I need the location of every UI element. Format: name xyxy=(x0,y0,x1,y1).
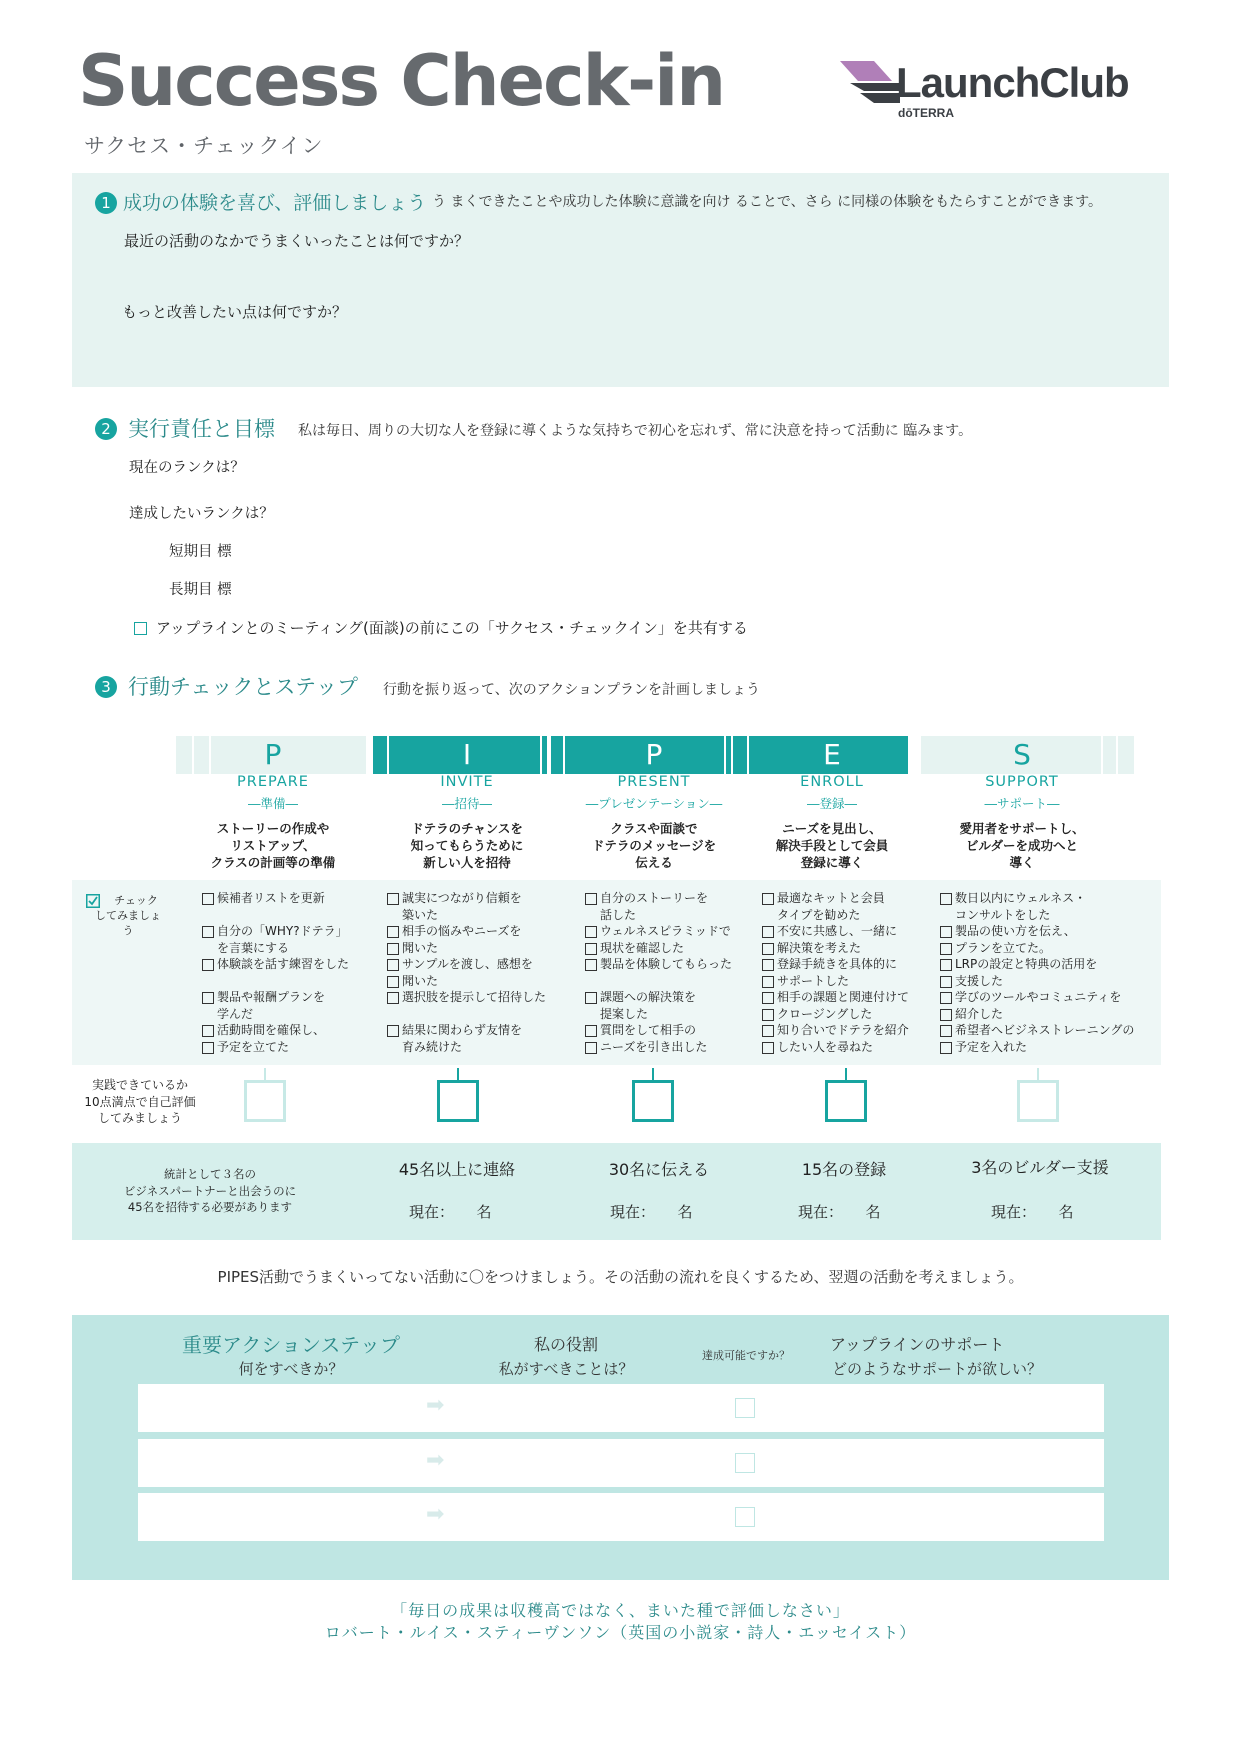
logo-brand-text: dōTERRA xyxy=(898,106,954,120)
pipes-desc-prepare xyxy=(183,820,363,871)
checklist-item[interactable]: 希望者へビジネストレーニングの xyxy=(940,1022,1140,1039)
pipes-letter-prepare: P xyxy=(264,738,282,771)
launchclub-logo xyxy=(840,55,1170,125)
check-label-line: してみましょう xyxy=(95,909,161,937)
stats-label-line: 45名を招待する必要があります xyxy=(127,1200,293,1214)
desc-line: ドテラのチャンスを xyxy=(411,821,523,836)
pipes-note: PIPES活動でうまくいってない活動に〇をつけましょう。その活動の流れを良くするため、翌週の活動を考えましょう。 xyxy=(217,1268,1024,1286)
share-checkbox[interactable] xyxy=(134,620,147,639)
quote xyxy=(0,1600,1241,1644)
section3-description: 行動を振り返って、次のアクションプランを計画しましょう xyxy=(383,682,761,698)
score-label-line: 10点満点で自己評価 xyxy=(84,1094,196,1109)
checklist-item-cont: コンサルトをした xyxy=(955,907,1051,922)
achievable-checkbox[interactable] xyxy=(735,1453,755,1473)
action-col2-title: 私の役割 xyxy=(533,1335,598,1354)
desc-line: 伝える xyxy=(635,855,673,870)
action-row[interactable] xyxy=(138,1439,1104,1487)
checklist-prepare xyxy=(202,890,402,1055)
checklist-item[interactable]: 製品の使い方を伝え、 xyxy=(940,923,1140,940)
checklist-item[interactable]: 知り合いでドテラを紹介 xyxy=(762,1022,962,1039)
checklist-item[interactable]: 活動時間を確保し、 xyxy=(202,1022,402,1039)
checklist-item[interactable]: 予定を入れた xyxy=(940,1039,1140,1056)
stats-label-line: 統計として３名の xyxy=(164,1167,256,1181)
checklist-item-cont: タイプを勧めた xyxy=(777,907,861,922)
action-col3-title: 達成可能ですか？ xyxy=(702,1349,790,1362)
pipes-letter-enroll: E xyxy=(823,738,841,771)
desc-line: クラスや面談で xyxy=(610,821,698,836)
pipes-desc-invite xyxy=(377,820,557,871)
question-current-rank: 現在のランクは？ xyxy=(129,460,245,476)
pipes-en-prepare: PREPARE xyxy=(237,774,309,790)
checklist-item-cont: を言葉にする xyxy=(217,940,290,955)
checklist-item[interactable]: 解決策を考えた xyxy=(762,940,962,957)
checklist-support xyxy=(940,890,1140,1055)
checklist-item-cont: 学んだ xyxy=(217,1006,254,1021)
checklist-item[interactable]: 相手の悩みやニーズを xyxy=(387,923,587,940)
desc-line: リストアップ、 xyxy=(230,838,316,853)
pipes-jp-enroll: ―登録― xyxy=(806,796,857,811)
checklist-item[interactable]: プランを立てた。 xyxy=(940,940,1140,957)
current-count-support: 現在： 名 xyxy=(991,1203,1074,1221)
achievable-checkbox[interactable] xyxy=(735,1398,755,1418)
question-target-rank: 達成したいランクは？ xyxy=(129,506,274,522)
checklist-item[interactable]: LRPの設定と特典の活用を xyxy=(940,956,1140,973)
checklist-item[interactable]: ウェルネスピラミッドで xyxy=(585,923,785,940)
desc-line: 知ってもらうために xyxy=(410,838,524,853)
checklist-item-cont: 提案した xyxy=(600,1006,649,1021)
check-label-line: チェック xyxy=(114,894,158,907)
current-count-invite: 現在： 名 xyxy=(409,1203,492,1221)
desc-line: ドテラのメッセージを xyxy=(591,838,717,853)
checklist-item[interactable]: 学びのツールやコミュニティを xyxy=(940,989,1140,1006)
pipes-desc-present xyxy=(564,820,744,871)
score-box-prepare[interactable] xyxy=(244,1080,286,1122)
section2-description: 私は毎日、周りの大切な人を登録に導くような気持ちで初心を忘れず、常に決意を持って活動に 臨みます。 xyxy=(298,423,973,439)
checklist-enroll xyxy=(762,890,962,1055)
pipes-jp-invite: ―招待― xyxy=(441,796,492,811)
checklist-item[interactable]: サポートした xyxy=(762,973,962,990)
checklist-item[interactable]: 紹介した xyxy=(940,1006,1140,1023)
checklist-item-cont: 育み続けた xyxy=(402,1039,463,1054)
desc-line: ストーリーの作成や xyxy=(216,821,330,836)
page-subtitle: サクセス・チェックイン xyxy=(84,134,324,158)
logo-mark-icon xyxy=(840,57,900,117)
score-stem xyxy=(1037,1068,1039,1080)
checklist-item[interactable]: 相手の課題と関連付けて xyxy=(762,989,962,1006)
score-box-enroll[interactable] xyxy=(825,1080,867,1122)
pipes-jp-support: ―サポート― xyxy=(984,796,1060,811)
section1-description: う まくできたことや成功した体験に意識を向け ることで、さら に同様の体験をもたらすことができます。 xyxy=(432,194,1102,210)
achievable-checkbox[interactable] xyxy=(735,1507,755,1527)
action-col2-sub: 私がすべきことは？ xyxy=(498,1360,634,1378)
goal-invite: 45名以上に連絡 xyxy=(398,1160,516,1179)
checklist-gap xyxy=(202,907,402,924)
desc-line: ニーズを見出し、 xyxy=(782,821,882,836)
checklist-item[interactable]: 製品や報酬プランを xyxy=(202,989,402,1006)
question-what-went-well: 最近の活動のなかでうまくいったことは何ですか？ xyxy=(124,232,470,250)
pipes-letter-invite: I xyxy=(462,738,472,771)
score-label-line: 実践できているか xyxy=(91,1078,188,1092)
pipes-desc-support xyxy=(932,820,1112,871)
section3-number-badge: 3 xyxy=(95,676,117,698)
action-col4-title: アップラインのサポート xyxy=(830,1335,1005,1354)
arrow-right-icon: ➡ xyxy=(426,1448,445,1473)
pipes-letter-support: S xyxy=(1013,738,1031,771)
current-count-enroll: 現在： 名 xyxy=(798,1203,881,1221)
checklist-invite xyxy=(387,890,587,1055)
desc-line: 導く xyxy=(1009,855,1035,870)
current-count-present: 現在： 名 xyxy=(610,1203,693,1221)
checklist-gap xyxy=(387,1006,587,1023)
pipes-en-present: PRESENT xyxy=(617,774,691,790)
share-checkbox-label: アップラインとのミーティング(面談)の前にこの「サクセス・チェックイン」を共有する xyxy=(156,619,748,637)
checklist-item[interactable]: 自分のストーリーを xyxy=(585,890,785,907)
score-box-support[interactable] xyxy=(1017,1080,1059,1122)
goal-support: 3名のビルダー支援 xyxy=(971,1158,1109,1177)
checklist-gap xyxy=(585,973,785,990)
check-label xyxy=(90,893,166,938)
checklist-item[interactable]: 登録手続きを具体的に xyxy=(762,956,962,973)
checklist-present xyxy=(585,890,785,1055)
desc-line: クラスの計画等の準備 xyxy=(210,855,336,870)
quote-author: ロバート・ルイス・スティーヴンソン（英国の小説家・詩人・エッセイスト） xyxy=(324,1623,917,1642)
score-stem xyxy=(264,1068,266,1080)
checklist-item[interactable]: 不安に共感し、一緒に xyxy=(762,923,962,940)
checklist-item[interactable]: サンプルを渡し、感想を xyxy=(387,956,587,973)
checklist-item[interactable]: 聞いた xyxy=(387,940,587,957)
question-what-to-improve: もっと改善したい点は何ですか？ xyxy=(122,303,348,321)
checklist-item[interactable]: 結果に関わらず友情を xyxy=(387,1022,587,1039)
checklist-item-cont: 話した xyxy=(600,907,637,922)
arrow-right-icon: ➡ xyxy=(426,1393,445,1418)
desc-line: 新しい人を招待 xyxy=(423,855,511,870)
goal-enroll: 15名の登録 xyxy=(801,1160,887,1179)
checklist-item[interactable]: 製品を体験してもらった xyxy=(585,956,785,973)
score-stem xyxy=(652,1068,654,1080)
checklist-item[interactable]: 候補者リストを更新 xyxy=(202,890,402,907)
goal-present: 30名に伝える xyxy=(608,1160,710,1179)
action-col1-title: 重要アクションステップ xyxy=(182,1333,400,1357)
pipes-jp-present: ―プレゼンテーション― xyxy=(585,796,723,811)
section1-number-badge: 1 xyxy=(95,192,117,214)
checklist-item[interactable]: クロージングした xyxy=(762,1006,962,1023)
checklist-item[interactable]: 質問をして相手の xyxy=(585,1022,785,1039)
checklist-item[interactable]: 現状を確認した xyxy=(585,940,785,957)
score-stem xyxy=(845,1068,847,1080)
score-box-present[interactable] xyxy=(632,1080,674,1122)
action-row[interactable] xyxy=(138,1384,1104,1432)
action-col1-sub: 何をすべきか？ xyxy=(238,1360,344,1378)
desc-line: ビルダーを成功へと xyxy=(965,838,1078,853)
checklist-gap xyxy=(202,973,402,990)
section2-number-badge: 2 xyxy=(95,418,117,440)
checklist-item[interactable]: 最適なキットと会員 xyxy=(762,890,962,907)
score-label xyxy=(78,1077,202,1127)
stats-label-line: ビジネスパートナーと出会うのに xyxy=(123,1183,297,1198)
checklist-item[interactable]: ニーズを引き出した xyxy=(585,1039,785,1056)
arrow-right-icon: ➡ xyxy=(426,1502,445,1527)
action-col4-sub: どのようなサポートが欲しい？ xyxy=(832,1360,1043,1378)
checklist-item[interactable]: したい人を尋ねた xyxy=(762,1039,962,1056)
section1-heading: 成功の体験を喜び、評価しましょう xyxy=(123,192,427,214)
score-label-line: してみましょう xyxy=(97,1111,182,1125)
checklist-item[interactable]: 自分の「WHY?ドテラ」 xyxy=(202,923,402,940)
section2-heading: 実行責任と目標 xyxy=(128,417,275,441)
pipes-desc-enroll xyxy=(742,820,922,871)
pipes-letter-present: P xyxy=(645,738,663,771)
checklist-item[interactable]: 体験談を話す練習をした xyxy=(202,956,402,973)
stats-label xyxy=(95,1166,325,1216)
pipes-en-invite: INVITE xyxy=(440,774,494,790)
section3-heading: 行動チェックとステップ xyxy=(128,675,358,699)
action-row[interactable] xyxy=(138,1493,1104,1541)
desc-line: 登録に導く xyxy=(800,855,864,870)
desc-line: 愛用者をサポートし、 xyxy=(959,821,1085,836)
pipes-en-enroll: ENROLL xyxy=(800,774,864,790)
checklist-item[interactable]: 数日以内にウェルネス・ xyxy=(940,890,1140,907)
checklist-item-cont: 築いた xyxy=(402,907,439,922)
checklist-item[interactable]: 課題への解決策を xyxy=(585,989,785,1006)
checklist-item[interactable]: 支援した xyxy=(940,973,1140,990)
checklist-item[interactable]: 聞いた xyxy=(387,973,587,990)
quote-text: 「毎日の成果は収穫高ではなく、まいた種で評価しなさい」 xyxy=(391,1601,850,1620)
checklist-item[interactable]: 予定を立てた xyxy=(202,1039,402,1056)
logo-text: LaunchClub xyxy=(896,59,1129,106)
desc-line: 解決手段として会員 xyxy=(775,838,889,853)
checklist-item[interactable]: 選択肢を提示して招待した xyxy=(387,989,587,1006)
pipes-en-support: SUPPORT xyxy=(985,774,1059,790)
checklist-item[interactable]: 誠実につながり信頼を xyxy=(387,890,587,907)
short-term-goal-label: 短期目 標 xyxy=(169,544,232,560)
pipes-jp-prepare: ―準備― xyxy=(247,796,298,811)
score-box-invite[interactable] xyxy=(437,1080,479,1122)
long-term-goal-label: 長期目 標 xyxy=(169,582,232,598)
score-stem xyxy=(457,1068,459,1080)
page-title: Success Check-in xyxy=(78,40,725,122)
